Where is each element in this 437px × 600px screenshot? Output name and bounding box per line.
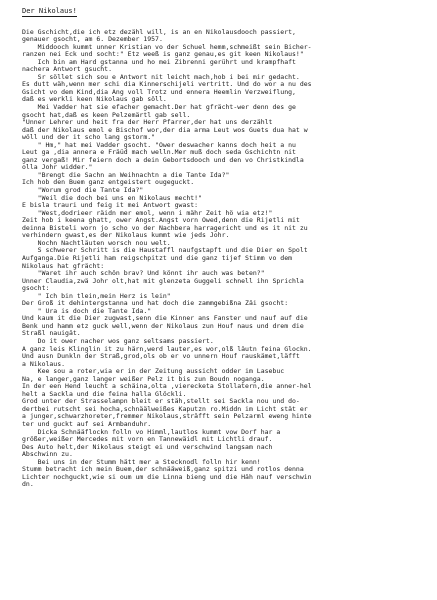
text-line: "Brengt die Sachn an Weihnachtn a die Tante Ida?" — [22, 171, 230, 179]
text-line: Kee sou a roter,wia er in der Zeitung aussicht odder im Lasebuc — [22, 368, 285, 376]
text-line: Nikolaus hat gfrächt: — [22, 262, 105, 270]
text-line: Do it ower nacher wos ganz seltsams passiert. — [22, 337, 214, 345]
text-line: Unner Claudia,zwä Johr olt,hat mit glenzeta Guggeli schnell ihn Sprichla — [22, 277, 304, 285]
text-line: "Weil die doch bei uns en Nikolaus mecht!" — [22, 194, 203, 202]
text-line: "West,dodrieer räidn mer emol, wenn i mähr Zeit hö wia etz!" — [22, 209, 273, 217]
text-line: a junger,schwarzhoreter,fremmer Nikolaus,sträfft sein Pelzarml eweng hinte — [22, 413, 312, 421]
text-line: A ganz leis Klinglin it zu härn,werd lauter,es wor,olß läutn feina Glockn. — [22, 345, 312, 353]
text-line: Abschwinn zu. — [22, 451, 73, 459]
text-line: Nochn Nachtläuten worsch nou welt. — [22, 239, 171, 247]
text-line: "Unner Lehrer und heit fra der Herr Pfarrer,der hat uns derzählt — [22, 119, 273, 127]
text-line: Und kaum it die Dier zugwast,senn die Kinner ans Fanster und nauf auf die — [22, 315, 308, 323]
text-line: Des Auto helt,der Nikolaus steigt ei und verschwind langsam nach — [22, 443, 273, 451]
text-line: Dicka Schnääflockn folln vo Himml,lautlos kummt vow Dorf har a — [22, 428, 281, 436]
text-line: Na, e langer,ganz langer weißer Pelz it bis zun Boudn noganga. — [22, 375, 265, 383]
story-body — [22, 29, 431, 489]
text-line: deinna Bisteli worn jo scho vo der Nachbera harragericht und es it nit zu — [22, 224, 308, 232]
text-line: olla Johr widder." — [22, 164, 93, 172]
text-line: ganz vergaß! Mir feiern doch a dein Gebortsdooch und den vo Christkindla — [22, 156, 304, 164]
story-title: Der Nikolaus! — [22, 7, 77, 15]
text-line: dertbei rutscht sei hocha,schnäälweißes Kaputzn ro.Middn im Licht stät er — [22, 405, 308, 413]
text-line: dn. — [22, 481, 34, 489]
text-line: Straßl nauigät. — [22, 330, 81, 338]
text-line: gsocht: — [22, 285, 50, 293]
text-line: Lichter nochguckt,wie si oum um die Linna bieng und die Häh nauf verschwin — [22, 473, 312, 481]
text-line: E bisla trauri und feig it mei Antwort gwast: — [22, 202, 199, 210]
text-line: Der Groß it dehintergstanna und hat doch die zammgebißna Zäi gsocht: — [22, 300, 289, 308]
text-line: Es dutt wäh,wenn mer schi dia Kinnerschijeli vertritt. Und do wor a nu des — [22, 81, 312, 89]
text-line: wöll und der it scho lang gstorm." — [22, 134, 156, 142]
text-line: Die Gschicht,die ich etz dezähl will, is an en Nikolausdooch passiert, — [22, 28, 296, 36]
text-line: nachera Antwort gsucht. — [22, 66, 113, 74]
text-line: Stumm betracht ich mein Buem,der schnääweiß,ganz spitzi und rotlos denna — [22, 466, 304, 474]
text-line: Sr söllet sich sou e Antwort nit leicht mach,hob i bei mir gedacht. — [22, 73, 300, 81]
text-line: " Hm," hat mei Vadder gsocht. "Ower deswacher kanns doch heit a nu — [22, 141, 296, 149]
text-line: a Nikolaus. — [22, 360, 66, 368]
text-line: genauer gsocht, am 6. Dezember 1957. — [22, 36, 163, 44]
text-line: " Ura is doch die Tante Ida." — [22, 307, 152, 315]
text-line: gsocht hat,daß es keen Pelzemärtl gab sell. — [22, 111, 191, 119]
text-line: "Worum grod die Tante Ida?" — [22, 187, 144, 195]
text-line: Bei uns in der Stumm hätt mer a Stecknodl folln hir kenn! — [22, 458, 261, 466]
text-line: " Ich bin tlein,mein Herz is lein" — [22, 292, 171, 300]
text-line: daß der Nikolaus emol e Bischof wor,der dia arma Leut wos Guets dua hat w — [22, 126, 308, 134]
text-line: größer,weißer Mercedes mit vorn en Tannewäidl mit Lichtli drauf. — [22, 436, 273, 444]
text-line: daß es werkli keen Nikolaus gab söll. — [22, 96, 167, 104]
text-line: Zeit hob i keena ghatt, ower Angst.Angst vorn Owed,denn die Rijetli mit — [22, 217, 300, 225]
text-line: Und ausn Dunkln der Straß,grod,ols ob er vo unnern Houf rauskämet,läfft — [22, 353, 300, 361]
text-line: Ich hob den Buem ganz entgeistert ougeguckt. — [22, 179, 195, 187]
text-line: Gsicht vo dem Kind,dia Ang voll Trotz und ennera Heemlin Verzweiflung, — [22, 88, 296, 96]
text-line: Middooch kummt unner Kristian vo der Schuel hemm,schmeißt sein Bicher- — [22, 43, 312, 51]
text-line: In der een Hend leucht a schäina,olta ,vierecketa Stollatern,die anner-hel — [22, 383, 312, 391]
text-line: Aufganga.Die Rijetli ham reigschpitzt und die ganz tijef Stimm vo dem — [22, 254, 293, 262]
text-line: S schwerer Schritt is die Haustaffl naufgstapft und die Dier en Spolt — [22, 247, 308, 255]
text-line: helt a Sackla und die feina halla Glöckli. — [22, 390, 187, 398]
text-line: ranzen nei Eck und socht:" Etz weeß is ganz genau,es git keen Nikolaus!" — [22, 51, 304, 59]
text-line: ter und guckt auf sei Armbanduhr. — [22, 420, 152, 428]
text-line: Mei Vadder hat sie efacher gemacht.Der hat gfrächt-wer denn des ge — [22, 104, 296, 112]
text-line: Benk und hamm etz guck well,wenn der Nikolaus zun Houf naus und drem die — [22, 322, 304, 330]
text-line: verhindern gwast,es der Nikolaus kummt wie jeds Johr. — [22, 232, 230, 240]
text-line: Grod unter der Strasselampn bleit er stäh,stellt sei Sackla nou und do- — [22, 398, 300, 406]
text-line: "Waret ihr auch schön brav? Und könnt ihr auch was beten?" — [22, 270, 265, 278]
text-line: Leut ga ,dia annera e Fräüd mach welln.Mer muß doch seda Gschichtn nit — [22, 149, 296, 157]
text-line: Ich bin am Hard gstanna und ho mei Zibrenni gerührt und krampfhaft — [22, 58, 296, 66]
